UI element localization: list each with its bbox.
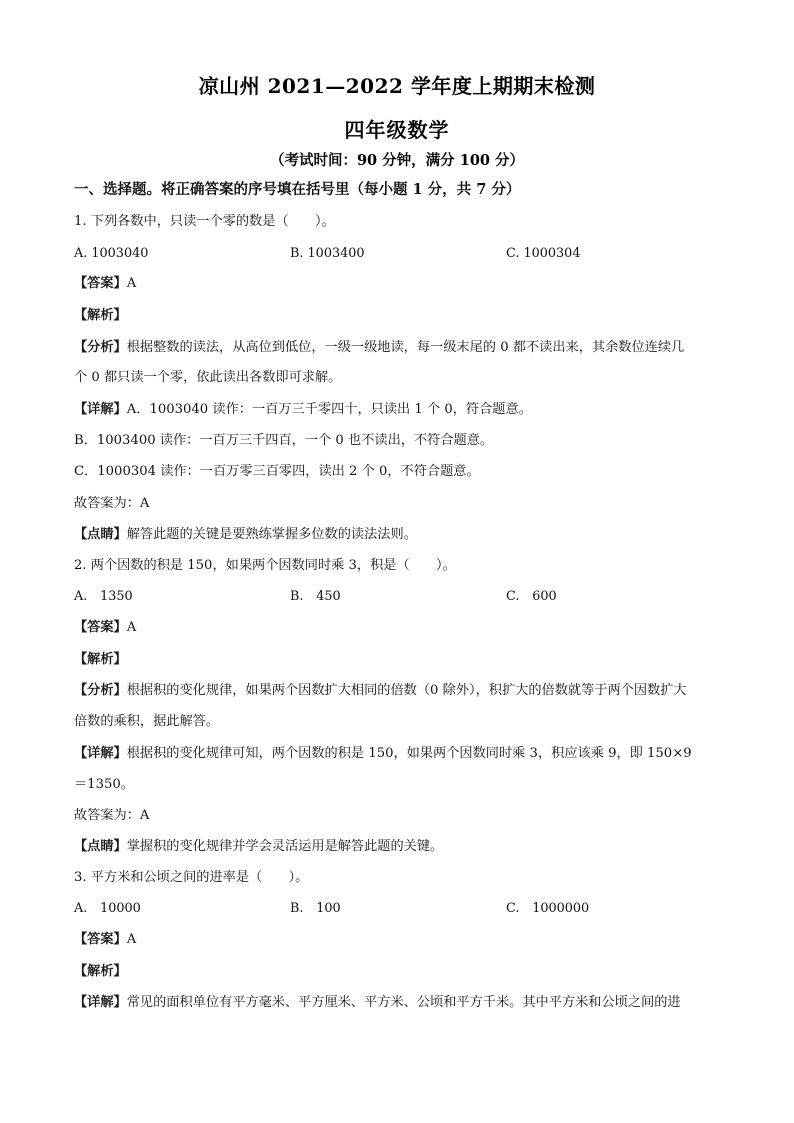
q2-analysis — [74, 650, 724, 670]
detail-tag: 【详解】 — [74, 746, 127, 761]
q1-answer-value: A — [126, 276, 137, 291]
q1-comment — [74, 525, 724, 545]
q2-comment — [74, 837, 724, 857]
exam-info: （考试时间：90 分钟，满分 100 分） — [269, 152, 525, 169]
q1-option-b: B. 1003400 — [290, 246, 365, 261]
q2-conclusion: 故答案为：A — [74, 808, 150, 823]
analysis-tag: 【解析】 — [74, 964, 127, 979]
q1-detail — [74, 400, 724, 420]
q2-stem: 2. 两个因数的积是 150，如果两个因数同时乘 3，积是（ ）。 — [74, 558, 456, 573]
q3-stem: 3. 平方米和公顷之间的进率是（ ）。 — [74, 870, 309, 885]
q2-answer-value: A — [126, 620, 137, 635]
q2-detail-cont: ＝1350。 — [74, 777, 134, 792]
answer-tag: 【答案】 — [74, 620, 127, 635]
q3-option-b: B. 100 — [290, 901, 341, 916]
comment-tag: 【点睛】 — [74, 839, 127, 854]
q3-option-c: C. 1000000 — [506, 901, 590, 916]
q2-answer — [74, 618, 724, 638]
q2-detail — [74, 744, 724, 764]
q2-detail-text: 根据积的变化规律可知，两个因数的积是 150，如果两个因数同时乘 3，积应该乘 9，即 150×9 — [126, 746, 692, 761]
section-heading: 一、选择题。将正确答案的序号填在括号里（每小题 1 分，共 7 分） — [74, 181, 521, 198]
answer-tag: 【答案】 — [74, 932, 127, 947]
exam-subject: 四年级数学 — [344, 118, 450, 142]
exam-title: 凉山州 2021—2022 学年度上期期末检测 — [198, 74, 596, 98]
q3-answer — [74, 930, 724, 950]
analysis-tag: 【解析】 — [74, 308, 127, 323]
q2-option-a: A. 1350 — [74, 589, 133, 604]
q3-analysis — [74, 962, 724, 982]
q1-fenxi-cont: 个 0 都只读一个零，依此读出各数即可求解。 — [74, 370, 342, 385]
q1-fenxi-text: 根据整数的读法，从高位到低位，一级一级地读，每一级末尾的 0 都不读出来，其余数位连续几 — [126, 340, 685, 355]
q2-option-c: C. 600 — [506, 589, 557, 604]
q2-comment-text: 掌握积的变化规律并学会灵活运用是解答此题的关键。 — [126, 839, 444, 854]
q1-comment-text: 解答此题的关键是要熟练掌握多位数的读法法则。 — [126, 527, 417, 542]
q3-option-a: A. 10000 — [74, 901, 141, 916]
q2-fenxi — [74, 681, 724, 701]
q1-detail-a: A．1003040 读作：一百万三千零四十，只读出 1 个 0，符合题意。 — [126, 402, 532, 417]
analysis-tag: 【解析】 — [74, 652, 127, 667]
q1-option-a: A. 1003040 — [74, 246, 149, 261]
fenxi-tag: 【分析】 — [74, 683, 127, 698]
q1-answer — [74, 274, 724, 294]
comment-tag: 【点睛】 — [74, 527, 127, 542]
q3-detail-text: 常见的面积单位有平方毫米、平方厘米、平方米、公顷和平方千米。其中平方米和公顷之间的进 — [126, 995, 681, 1010]
q1-fenxi — [74, 338, 724, 358]
q2-option-b: B. 450 — [290, 589, 341, 604]
detail-tag: 【详解】 — [74, 995, 127, 1010]
q2-fenxi-text: 根据积的变化规律，如果两个因数扩大相同的倍数（0 除外），积扩大的倍数就等于两个因数扩大 — [126, 683, 687, 698]
q1-option-c: C. 1000304 — [506, 246, 581, 261]
answer-tag: 【答案】 — [74, 276, 127, 291]
q1-stem: 1. 下列各数中，只读一个零的数是（ ）。 — [74, 214, 335, 229]
fenxi-tag: 【分析】 — [74, 340, 127, 355]
detail-tag: 【详解】 — [74, 402, 127, 417]
q3-detail — [74, 993, 724, 1013]
q1-detail-c: C．1000304 读作：一百万零三百零四，读出 2 个 0，不符合题意。 — [74, 464, 480, 479]
q1-detail-b: B．1003400 读作：一百万三千四百，一个 0 也不读出，不符合题意。 — [74, 433, 494, 448]
q1-conclusion: 故答案为：A — [74, 496, 150, 511]
q1-analysis — [74, 306, 724, 326]
q2-fenxi-cont: 倍数的乘积，据此解答。 — [74, 714, 220, 729]
q3-answer-value: A — [126, 932, 137, 947]
